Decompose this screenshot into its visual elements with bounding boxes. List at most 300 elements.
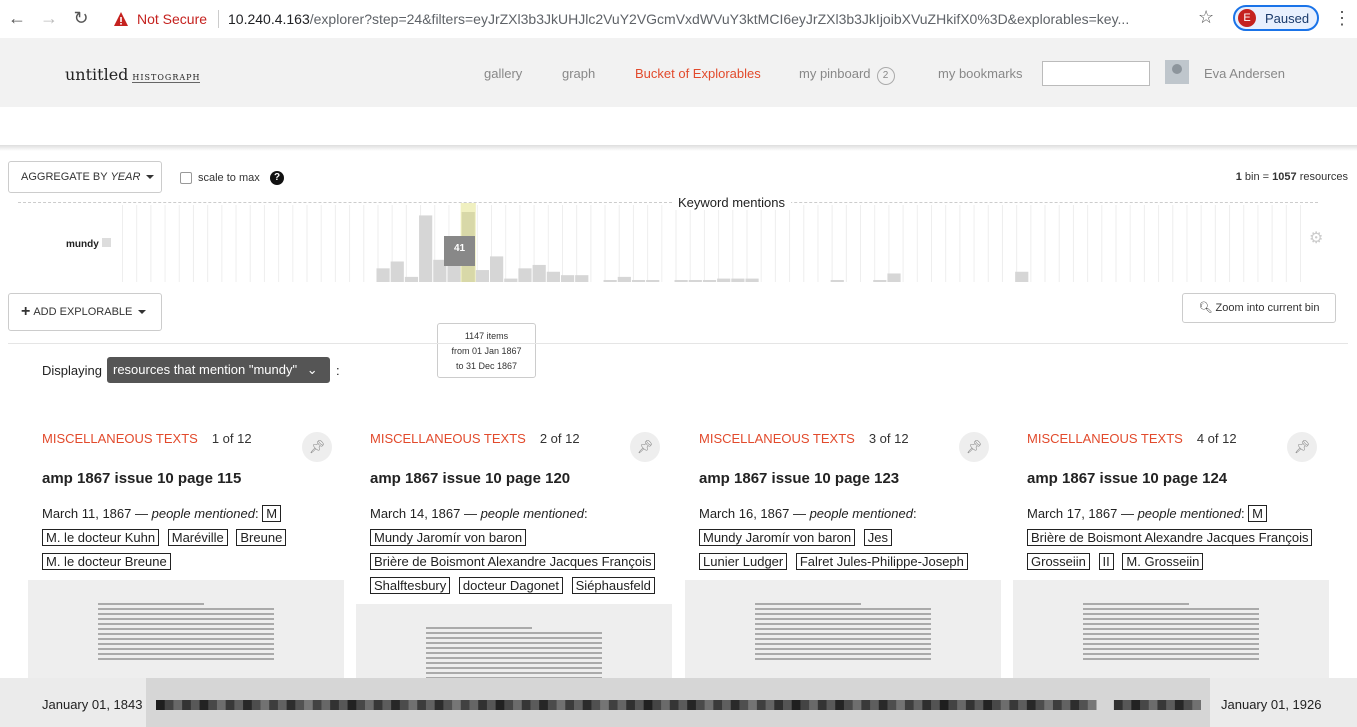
timeline-segment [983,700,992,710]
nav-bucket-of-explorables[interactable]: Bucket of Explorables [635,66,761,81]
histogram-bar [887,273,900,282]
year-gridline [406,205,407,282]
app-header [0,38,1357,107]
person-tag[interactable]: II [1099,553,1114,570]
year-gridline [775,205,776,282]
filter-label: resources that mention "mundy" [113,362,298,377]
year-gridline [1016,205,1017,282]
year-gridline [1073,205,1074,282]
timeline-segment [992,700,1001,710]
card-date: March 16, 1867 — [699,506,806,521]
timeline-segment [530,700,539,710]
reload-icon[interactable]: ↻ [73,8,89,28]
timeline-segment [574,700,583,710]
tooltip-from: from 01 Jan 1867 [451,346,522,356]
timeline-segment [800,700,809,710]
timeline-segment [1053,700,1062,710]
user-avatar[interactable] [1165,60,1189,84]
card-category[interactable]: MISCELLANEOUS TEXTS [1027,431,1183,446]
browser-toolbar [0,0,1357,39]
card-title[interactable]: amp 1867 issue 10 page 115 [42,470,242,487]
timeline-segment [757,700,766,710]
timeline-segment [861,700,870,710]
timeline [0,678,1357,727]
pin-icon[interactable]: 📌︎ [1287,432,1317,462]
filter-suffix: : [336,363,340,378]
year-gridline [789,205,790,282]
timeline-segment [1036,700,1045,710]
timeline-segment [461,700,470,710]
timeline-segment [870,700,879,710]
scale-to-max-checkbox[interactable] [180,172,192,184]
year-gridline [1002,205,1003,282]
histogram-bar [391,262,404,282]
year-gridline [647,205,648,282]
timeline-segment [722,700,731,710]
timeline-segment [905,700,914,710]
histogram-bar [476,270,489,282]
timeline-segment [321,700,330,710]
people-label: people mentioned [809,506,913,521]
timeline-end: January 01, 1926 [1221,697,1322,712]
card-date: March 14, 1867 — [370,506,477,521]
person-tag[interactable]: Breune [236,529,286,546]
timeline-segment [356,700,365,710]
timeline-segment [879,700,888,710]
timeline-segment [1123,700,1132,710]
year-gridline [803,205,804,282]
timeline-segment [1175,700,1184,710]
help-icon[interactable]: ? [270,171,284,185]
histogram-bar [873,280,886,282]
timeline-segment [670,700,679,710]
card-index: 1 of 12 [211,431,252,446]
timeline-segment [1192,700,1201,710]
timeline-segment [504,700,513,710]
year-gridline [1115,205,1116,282]
card-title[interactable]: amp 1867 issue 10 page 123 [699,470,900,487]
year-gridline [1186,205,1187,282]
aggregate-unit: YEAR [110,171,141,183]
year-gridline [150,205,151,282]
timeline-segment [557,700,566,710]
year-gridline [1045,205,1046,282]
resource-card[interactable] [1027,430,1343,569]
year-gridline [576,205,577,282]
card-title[interactable]: amp 1867 issue 10 page 124 [1027,470,1228,487]
chevron-down-icon [138,310,146,314]
timeline-segment [766,700,775,710]
url-separator [218,10,219,28]
timeline-segment [818,700,827,710]
year-gridline [1059,205,1060,282]
histogram-bar [547,272,560,282]
timeline-segment [435,700,444,710]
histogram-bar [632,280,645,282]
logo[interactable] [65,65,200,84]
timeline-segment [679,700,688,710]
year-gridline [832,205,833,282]
person-tag[interactable]: M. Grosseiin [1122,553,1203,570]
year-gridline [974,205,975,282]
timeline-segment [339,700,348,710]
aggregate-label: AGGREGATE BY [21,171,108,183]
timeline-segment [583,700,592,710]
timeline-segment [200,700,209,710]
person-tag[interactable]: Siéphausfeld [572,577,655,594]
year-gridline [732,205,733,282]
histogram-bar [604,280,617,282]
person-tag[interactable]: Shalftesbury [370,577,450,594]
card-meta: March 14, 1867 — people mentioned: Mundy Jaromír von baron Brière de Boismont Alexandre Jacques François Shalftesbury docteur Dagonet Siéphausfeld [370,502,660,598]
year-gridline [718,205,719,282]
card-index: 3 of 12 [868,431,909,446]
histogram-bar [646,280,659,282]
year-gridline [136,205,137,282]
year-gridline [746,205,747,282]
timeline-segment [156,700,165,710]
card-title[interactable]: amp 1867 issue 10 page 120 [370,470,571,487]
filter-dropdown[interactable] [107,357,330,383]
card-index: 2 of 12 [539,431,580,446]
timeline-segment [1079,700,1088,710]
year-gridline [193,205,194,282]
timeline-segment [400,700,409,710]
timeline-segment [496,700,505,710]
back-icon[interactable]: ← [8,8,26,28]
year-gridline [633,205,634,282]
year-gridline [988,205,989,282]
timeline-segment [774,700,783,710]
timeline-segment [792,700,801,710]
year-gridline [548,205,549,282]
year-gridline [1286,205,1287,282]
histogram-bar [745,279,758,282]
aggregate-dropdown[interactable] [8,161,162,193]
histogram-bar [717,279,730,282]
timeline-segment [687,700,696,710]
timeline-segment [374,700,383,710]
year-gridline [931,205,932,282]
histogram-bar [675,280,688,282]
nav-gallery[interactable]: gallery [484,66,523,81]
year-gridline [1257,205,1258,282]
keyword-histogram[interactable] [0,200,1357,290]
histogram-bar [703,280,716,282]
person-tag[interactable]: Jes [864,529,892,546]
year-gridline [1030,205,1031,282]
year-gridline [207,205,208,282]
year-gridline [874,205,875,282]
year-gridline [349,205,350,282]
series-swatch [102,238,111,247]
bookmark-star-icon[interactable]: ☆ [1198,7,1215,27]
histogram-bar [504,279,517,282]
year-gridline [221,205,222,282]
divider [8,343,1348,344]
people-label: people mentioned [480,506,584,521]
year-gridline [505,205,506,282]
timeline-segment [1149,700,1158,710]
person-tag[interactable]: Mundy Jaromír von baron [699,529,855,546]
timeline-segment [600,700,609,710]
profile-status: Paused [1265,11,1310,26]
add-explorable-label: ADD EXPLORABLE [33,306,133,318]
year-gridline [307,205,308,282]
histogram-bar [376,268,389,282]
person-tag[interactable]: Grosseiin [1027,553,1090,570]
timeline-segment [966,700,975,710]
bin-count: 1 [1235,171,1242,183]
person-tag[interactable]: M. le docteur Kuhn [42,529,159,546]
year-gridline [676,205,677,282]
timeline-segment [948,700,957,710]
chevron-down-icon [146,175,154,179]
year-gridline [903,205,904,282]
tooltip-to: to 31 Dec 1867 [455,361,518,371]
histogram-bar [575,275,588,282]
timeline-segment [313,700,322,710]
timeline-segment [591,700,600,710]
year-gridline [619,205,620,282]
timeline-segment [269,700,278,710]
timeline-segment [827,700,836,710]
year-gridline [292,205,293,282]
security-label[interactable]: Not Secure [137,11,208,27]
year-gridline [264,205,265,282]
profile-avatar: E [1238,9,1256,27]
timeline-segment [304,700,313,710]
timeline-segment [470,700,479,710]
resource-card[interactable] [42,430,358,569]
profile-button[interactable] [1233,5,1319,31]
card-meta: March 17, 1867 — people mentioned: M Brière de Boismont Alexandre Jacques François Grosseiin II M. Grosseiin [1027,502,1317,574]
year-gridline [1229,205,1230,282]
person-tag[interactable]: Maréville [168,529,228,546]
timeline-segment [548,700,557,710]
timeline-segment [618,700,627,710]
displaying-label: Displaying [42,363,102,378]
card-category[interactable]: MISCELLANEOUS TEXTS [699,431,855,446]
timeline-segment [1018,700,1027,710]
year-gridline [888,205,889,282]
timeline-segment [443,700,452,710]
timeline-segment [330,700,339,710]
timeline-segment [739,700,748,710]
year-gridline [1087,205,1088,282]
pin-icon[interactable]: 📌︎ [630,432,660,462]
chart-title: Keyword mentions [672,195,791,210]
timeline-segment [783,700,792,710]
card-category[interactable]: MISCELLANEOUS TEXTS [370,431,526,446]
histogram-bar [618,277,631,282]
gear-icon[interactable]: ⚙ [1309,230,1324,247]
zoom-into-bin-button[interactable] [1182,293,1336,323]
histogram-bar [1015,272,1028,282]
timeline-segment [243,700,252,710]
resource-card[interactable] [370,430,686,593]
year-gridline [605,205,606,282]
year-gridline [562,205,563,282]
bin-info [1236,171,1348,183]
timeline-segment [809,700,818,710]
person-tag[interactable]: M. le docteur Breune [42,553,171,570]
url-host: 10.240.4.163 [228,11,310,27]
card-meta: March 11, 1867 — people mentioned: M M. le docteur Kuhn Maréville Breune M. le docteur Breune [42,502,332,574]
timeline-segment [1105,700,1114,710]
timeline-segment [252,700,261,710]
year-gridline [1144,205,1145,282]
header-shadow [0,145,1357,151]
chevron-down-icon: ⌄ [306,362,318,377]
timeline-segment [957,700,966,710]
logo-subtitle: HISTOGRAPH [132,73,201,82]
timeline-segment [173,700,182,710]
bin-resources: 1057 [1272,171,1297,183]
person-tag[interactable]: M [1248,505,1267,522]
card-category[interactable]: MISCELLANEOUS TEXTS [42,431,198,446]
histogram-bar [405,277,418,282]
zoom-label: Zoom into current bin [1215,302,1320,314]
year-gridline [1201,205,1202,282]
timeline-segment [417,700,426,710]
timeline-segment [922,700,931,710]
pin-icon[interactable]: 📌︎ [959,432,989,462]
timeline-segment [635,700,644,710]
scale-to-max-label: scale to max [198,172,260,184]
timeline-segment [1166,700,1175,710]
timeline-segment [1001,700,1010,710]
year-gridline [1243,205,1244,282]
person-tag[interactable]: Falret Jules-Philippe-Joseph [796,553,968,570]
add-explorable-dropdown[interactable] [8,293,162,331]
browser-menu-icon[interactable]: ⋮ [1333,8,1351,28]
nav-graph[interactable]: graph [562,66,596,81]
series-label: mundy [66,239,99,250]
year-gridline [959,205,960,282]
person-tag[interactable]: Brière de Boismont Alexandre Jacques François [370,553,655,570]
card-meta: March 16, 1867 — people mentioned: Mundy Jaromír von baron Jes Lunier Ludger Falret Jules-Philippe-Joseph [699,502,989,574]
histogram-bar [518,268,531,282]
timeline-segment [844,700,853,710]
timeline-segment [1088,700,1097,710]
year-gridline [278,205,279,282]
bin-tooltip [437,323,536,378]
user-name[interactable]: Eva Andersen [1204,66,1285,81]
year-gridline [661,205,662,282]
histogram-bar [490,256,503,282]
timeline-segment [661,700,670,710]
timeline-segment [295,700,304,710]
timeline-segment [1009,700,1018,710]
timeline-segment [382,700,391,710]
resource-card[interactable] [699,430,1015,569]
person-tag[interactable]: Brière de Boismont Alexandre Jacques François [1027,529,1312,546]
card-date: March 17, 1867 — [1027,506,1134,521]
timeline-segment [409,700,418,710]
timeline-segment [975,700,984,710]
timeline-segment [1131,700,1140,710]
timeline-segment [1097,700,1106,710]
year-gridline [945,205,946,282]
person-tag[interactable]: Mundy Jaromír von baron [370,529,526,546]
pin-icon[interactable]: 📌︎ [302,432,332,462]
timeline-segment [278,700,287,710]
timeline-segment [261,700,270,710]
year-gridline [236,205,237,282]
timeline-segment [1184,700,1193,710]
histogram-bar [689,280,702,282]
timeline-segment [287,700,296,710]
histogram-bar [533,265,546,282]
timeline-segment [1140,700,1149,710]
tooltip-items: 1147 items [464,331,509,341]
timeline-segment [226,700,235,710]
timeline-segment [1027,700,1036,710]
timeline-segment [565,700,574,710]
timeline-segment [888,700,897,710]
timeline-segment [644,700,653,710]
timeline-density-bar[interactable] [156,700,1201,710]
timeline-segment [713,700,722,710]
search-input[interactable] [1042,61,1150,86]
timeline-segment [696,700,705,710]
card-date: March 11, 1867 — [42,506,148,521]
timeline-segment [234,700,243,710]
timeline-segment [191,700,200,710]
year-gridline [917,205,918,282]
person-tag[interactable]: docteur Dagonet [459,577,563,594]
nav-my-bookmarks[interactable]: my bookmarks [938,66,1023,81]
timeline-segment [853,700,862,710]
year-gridline [250,205,251,282]
person-tag[interactable]: M [262,505,281,522]
timeline-segment [208,700,217,710]
person-tag[interactable]: Lunier Ludger [699,553,787,570]
url-path: /explorer?step=24&filters=eyJrZXl3b3JkUHJlc2VuY2VGcmVxdWVuY3ktMCI6eyJrZXl3b3JkIjoibXVuZHkifX0%3D&explorables=key... [309,11,1130,27]
forward-icon[interactable]: → [40,8,58,28]
timeline-segment [652,700,661,710]
year-gridline [1300,205,1301,282]
timeline-segment [748,700,757,710]
bin-suffix: resources [1299,171,1348,183]
year-gridline [1172,205,1173,282]
url-bar[interactable] [228,11,1188,27]
timeline-segment [931,700,940,710]
year-gridline [179,205,180,282]
year-gridline [321,205,322,282]
histogram-bar [731,279,744,282]
timeline-segment [1157,700,1166,710]
year-gridline [1101,205,1102,282]
timeline-segment [609,700,618,710]
histogram-bar [419,215,432,282]
warning-icon [113,11,129,27]
timeline-segment [217,700,226,710]
timeline-segment [914,700,923,710]
nav-my-pinboard[interactable] [799,66,895,85]
year-gridline [860,205,861,282]
year-gridline [335,205,336,282]
timeline-segment [452,700,461,710]
year-gridline [1215,205,1216,282]
people-label: people mentioned [1137,506,1241,521]
histogram-bar [561,275,574,282]
year-gridline [363,205,364,282]
year-gridline [590,205,591,282]
timeline-segment [896,700,905,710]
timeline-segment [1070,700,1079,710]
